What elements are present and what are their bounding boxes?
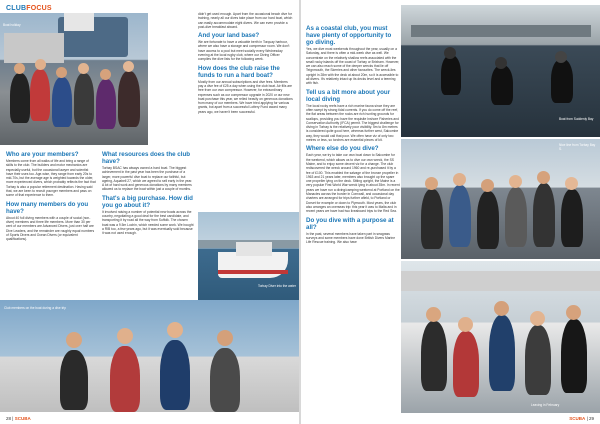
question-heading: And your land base? [198,32,260,40]
photo-caption: Leaving in February [531,403,560,407]
question-heading: Where else do you dive? [306,145,379,153]
question-heading: That's a big purchase. How did you go about it? [102,194,193,209]
photo-caption: Torbay Diver into the water [258,284,296,288]
answer-text: It involved raising a number of potential new boats across the country, negotiating a good deal for the best candidate, and transporting it by road all the way from Suffolk. The chosen boat was a 9.5m Lochin, which needed some work. We bought a RIB too, a few years ago, but it was eventually sold because it was not used enough. [102,209,194,236]
answer-text: Mostly from our annual subscriptions and dive fees. Members pay a dive fee of £25 a day when using the club boat. Air fills are free from our own compressor. However, for extraordinary expenses such as our compressor upgrade in 2020 or our new boat purchase this year, we relied heavily on generous donations from many of our members. We have tried applying for various grants, but apart from a successful Lottery Fund award many years ago, we haven't been successful. [198,79,293,114]
question-heading: Tell us a bit more about your local diving [306,88,391,103]
page-footer: SCUBA | 29 [569,416,594,421]
answer-text: The local rocky reefs have a rich marine fauna since they are often swept by strong tidal currents. If you do come off the reef, the flat areas between the rocks are rich hunting grounds for scallops, providing you have the requisite Inshore Fisheries and Conservation Authority (IFCA) permit. The biggest challenge for diving in Torbay is the relatively poor visibility. 5m to 8m metres is considered quite good here, whereas further west, Salcombe way, they would call that poor. We often have viz of only two metres or less, so torches are essential pieces of kit. [306,103,399,143]
answer-text: In the past, several members have taken part in seagrass surveys and some members have done British Divers Marine Life Rescue training. We also have [306,231,396,245]
answer-text: Members come from all walks of life and bring a range of skills to the club. The builders and motor mechanics are especially useful, but the occasional lawyer and scientist have their uses too. Age-wise, they range from early 20s to mid-70s, but the average age is weighted towards the older, more experienced divers, which probably reflects the fact that Torbay is also a popular retirement destination. Having said that, we are keen to recruit younger members and pass on some of that experience to them. [6,159,96,198]
photo-caption: Boat from Suddenly Bay [559,117,594,121]
divers-water-photo [401,5,600,137]
question-heading: Do you dive with a purpose at all? [306,216,394,231]
answer-text: About 40 full diving members with a couple of social (non-diver) members and three life members. More than 30 per cent of our members are Advanced Divers, just over half are Dive Leaders, and the remainder are roughly equal numbers of Sports Divers and Ocean Divers (or equivalent qualifications). [6,215,95,242]
page-footer: 28 | SCUBA [6,416,31,421]
boat-divers-photo [401,261,600,413]
answer-text: We are fortunate to have a valuable berth in Torquay harbour, where we also have a storage and compressor room. We don't have access to a pool but meet socially every Wednesday evening at the local rugby club, where our Diving Officer compiles the dive lists for the following week. [198,40,290,62]
group-boat-photo [0,300,299,412]
answer-text: didn't get used enough. Apart from the occasional beach dive for training, nearly all our dives take place from our hard boat, which can easily accommodate eight divers. We can even provide a post-dive breakfast aboard. [198,12,293,29]
group-harbour-photo [0,13,148,145]
question-heading: Who are your members? [6,151,79,158]
left-column-2 [102,148,194,293]
right-page [301,0,600,424]
answer-text: Yes, we dive most weekends throughout the year, usually on a Saturday, and there is often a mid-week dive as well. We concentrate on the relatively shallow reefs associated with the small rocky islands off the coast of Torbay or Brixham. However, we can also reach some of the deeper wrecks that lie off Teignmouth, the Skerries and other favourites. The wreck-lies upright in 28m with the deck at about 20m, so it is accessible to all divers. It's relatively intact up its decks level and a teeming with fish. [306,47,400,86]
left-page [0,0,299,424]
photo-caption: Nice line from Torbay Bay S. [559,143,596,151]
left-column-1 [6,148,96,293]
dive-boat-photo [198,212,299,302]
right-text-column [306,22,400,420]
question-heading: As a coastal club, you must have plenty of opportunity to go diving. [306,25,392,46]
answer-text: Each year, we try to take our own boat down to Salcombe for the weekend, which allows us to dive our own wreck, the SS Maine, and to enjoy some decent viz for a change. The club rediscovered the wreck around 1960 and re-purchased it by a fee of £100. This enabled the salvage of the bronze propeller in 1963 and 21 years later, members also brought up the spare one propeller lying on the deck. Sitting upright, the Maine is a very popular First World War wreck lying in about 35m. In recent years we have run a diving/camping weekend at Portland on the Manacles across the border in Cornwall, and occasional day charters are arranged for trips further afield, to Portland or Dorset for example or down to Plymouth. Most years, the club also arranges an overseas trip: this year it was to Malta and in recent years we have had two liveaboard trips to the Red Sea. [306,153,400,214]
photo-caption: Boat holiday [3,23,21,27]
question-heading: How many members do you have? [6,200,89,215]
harbour-group-photo [401,139,600,259]
answer-text: Torbay BSAC has always owned a hard boat. The biggest achievement in the past year has been the purchase of a larger, more powerful dive boat to replace our faithful, but ageing, Aquabell 27, which we agreed to sell early in the year. A lot of hard work and generous donations by many members allowed us to replace the boat within just a couple of months. [102,166,193,192]
section-heading: CLUBFOCUS [6,5,52,12]
photo-caption: Club members on the boat during a dive trip [4,306,67,310]
question-heading: What resources does the club have? [102,151,191,165]
question-heading: How does the club raise the funds to run a hard boat? [198,64,280,79]
left-column-3 [198,12,293,212]
